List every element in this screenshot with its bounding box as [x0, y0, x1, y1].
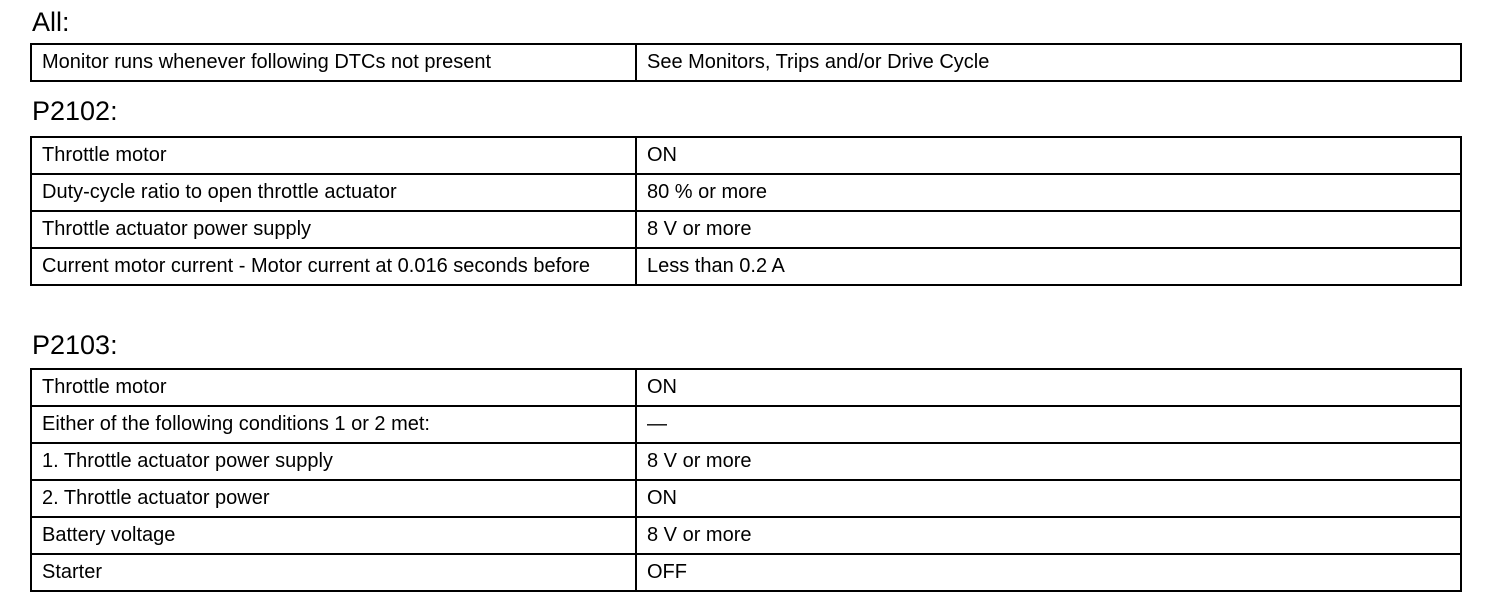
condition-cell: Battery voltage — [31, 517, 636, 554]
conditions-table-p2103 — [30, 368, 1462, 592]
value-cell: OFF — [636, 554, 1461, 591]
condition-cell: 2. Throttle actuator power — [31, 480, 636, 517]
condition-cell: Throttle motor — [31, 137, 636, 174]
table-row — [31, 554, 1461, 591]
table-row — [31, 44, 1461, 81]
table-row — [31, 174, 1461, 211]
table-row — [31, 443, 1461, 480]
section-p2103 — [30, 330, 1462, 592]
condition-cell: Monitor runs whenever following DTCs not present — [31, 44, 636, 81]
condition-cell: 1. Throttle actuator power supply — [31, 443, 636, 480]
section-title-all: All: — [32, 7, 70, 37]
value-cell: — — [636, 406, 1461, 443]
value-cell: 80 % or more — [636, 174, 1461, 211]
section-all — [30, 7, 1462, 82]
table-row — [31, 211, 1461, 248]
section-p2102 — [30, 96, 1462, 286]
value-cell: 8 V or more — [636, 517, 1461, 554]
section-title-p2103: P2103: — [32, 330, 118, 360]
value-cell: See Monitors, Trips and/or Drive Cycle — [636, 44, 1461, 81]
table-row — [31, 248, 1461, 285]
condition-cell: Starter — [31, 554, 636, 591]
section-title-p2102: P2102: — [32, 96, 118, 126]
condition-cell: Throttle actuator power supply — [31, 211, 636, 248]
conditions-table-all — [30, 43, 1462, 82]
value-cell: ON — [636, 480, 1461, 517]
table-row — [31, 480, 1461, 517]
table-row — [31, 137, 1461, 174]
condition-cell: Duty-cycle ratio to open throttle actuator — [31, 174, 636, 211]
conditions-table-p2102 — [30, 136, 1462, 286]
condition-cell: Current motor current - Motor current at 0.016 seconds before — [31, 248, 636, 285]
table-row — [31, 517, 1461, 554]
value-cell: Less than 0.2 A — [636, 248, 1461, 285]
value-cell: 8 V or more — [636, 211, 1461, 248]
value-cell: ON — [636, 369, 1461, 406]
value-cell: ON — [636, 137, 1461, 174]
value-cell: 8 V or more — [636, 443, 1461, 480]
condition-cell: Throttle motor — [31, 369, 636, 406]
table-row — [31, 406, 1461, 443]
condition-cell: Either of the following conditions 1 or 2 met: — [31, 406, 636, 443]
table-row — [31, 369, 1461, 406]
